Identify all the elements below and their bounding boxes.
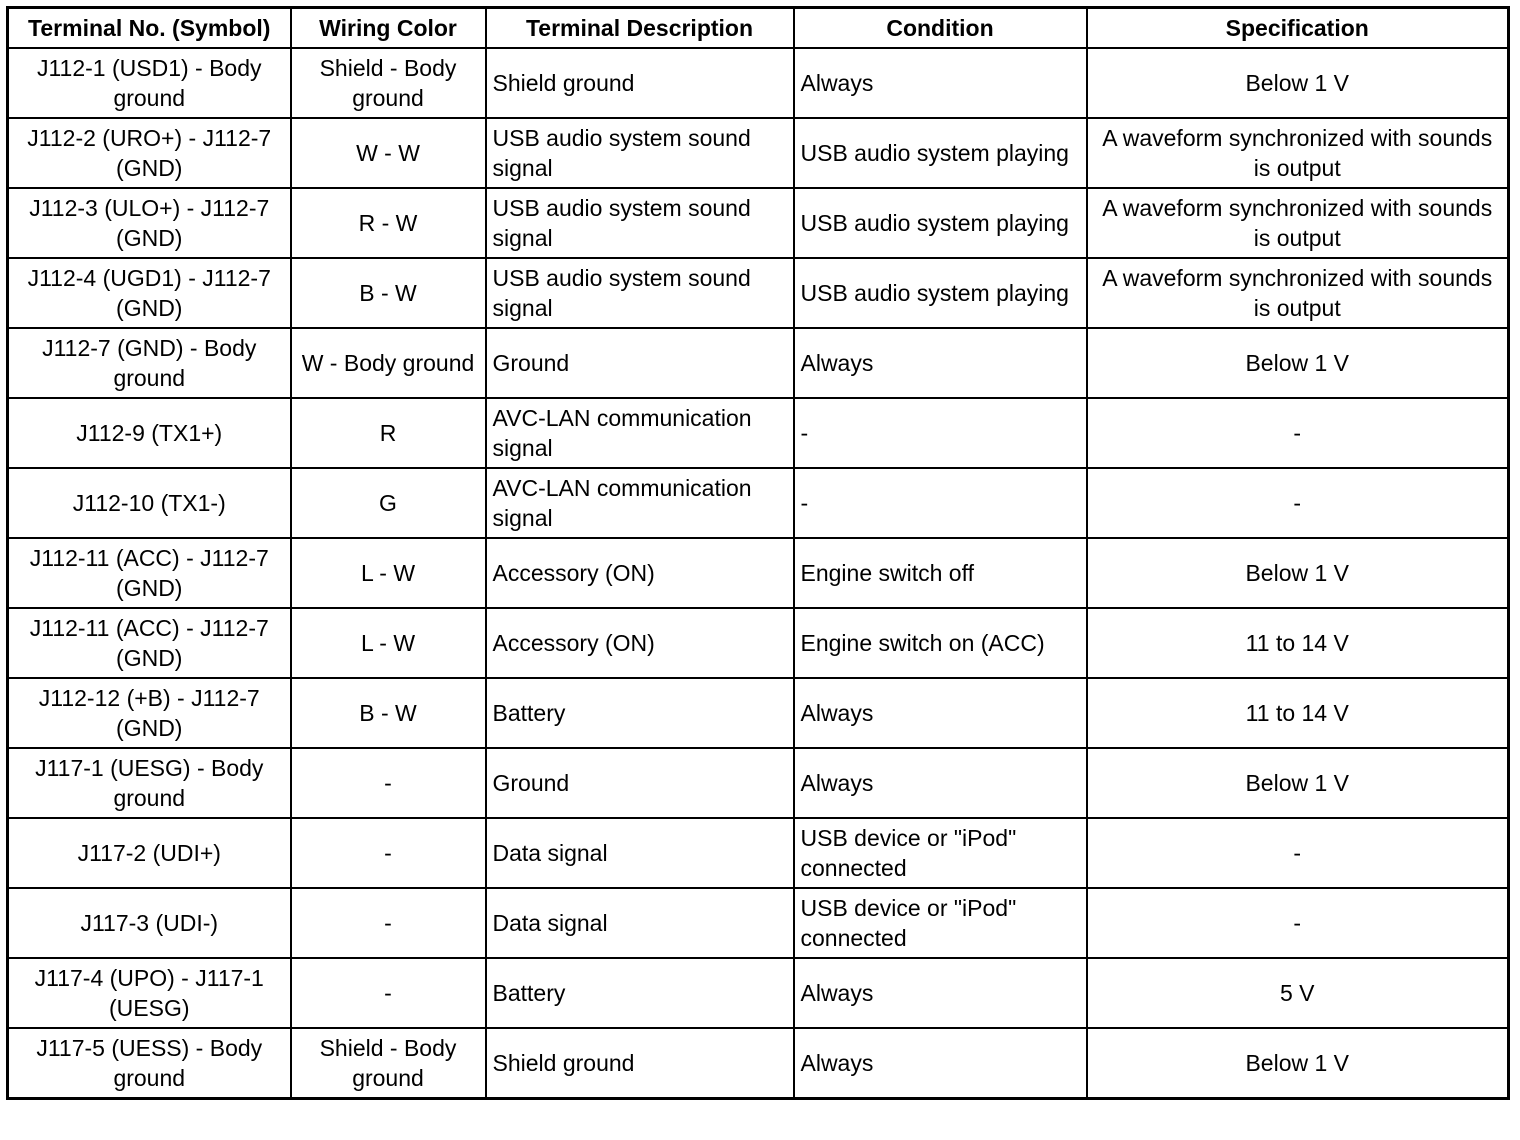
cell-condition: USB audio system playing <box>794 118 1087 188</box>
cell-wiring-color: W - W <box>291 118 486 188</box>
cell-condition: Engine switch off <box>794 538 1087 608</box>
cell-condition: USB audio system playing <box>794 258 1087 328</box>
cell-wiring-color: Shield - Body ground <box>291 1028 486 1099</box>
cell-terminal: J112-10 (TX1-) <box>8 468 291 538</box>
cell-specification: - <box>1087 818 1509 888</box>
cell-terminal: J112-4 (UGD1) - J112-7 (GND) <box>8 258 291 328</box>
cell-terminal: J112-9 (TX1+) <box>8 398 291 468</box>
cell-specification: A waveform synchronized with sounds is output <box>1087 118 1509 188</box>
cell-specification: Below 1 V <box>1087 1028 1509 1099</box>
cell-specification: - <box>1087 398 1509 468</box>
table-row <box>8 748 1509 818</box>
cell-wiring-color: B - W <box>291 678 486 748</box>
cell-condition: Always <box>794 748 1087 818</box>
cell-specification: A waveform synchronized with sounds is output <box>1087 188 1509 258</box>
table-row <box>8 888 1509 958</box>
cell-specification: - <box>1087 888 1509 958</box>
table-row <box>8 1028 1509 1099</box>
cell-wiring-color: - <box>291 818 486 888</box>
header-condition: Condition <box>794 8 1087 49</box>
cell-condition: Engine switch on (ACC) <box>794 608 1087 678</box>
cell-terminal: J117-1 (UESG) - Body ground <box>8 748 291 818</box>
table-row <box>8 958 1509 1028</box>
cell-specification: Below 1 V <box>1087 48 1509 118</box>
cell-terminal: J112-7 (GND) - Body ground <box>8 328 291 398</box>
cell-specification: 5 V <box>1087 958 1509 1028</box>
cell-condition: - <box>794 398 1087 468</box>
table-row <box>8 468 1509 538</box>
cell-wiring-color: R - W <box>291 188 486 258</box>
cell-description: Battery <box>486 678 794 748</box>
cell-description: Data signal <box>486 818 794 888</box>
cell-specification: A waveform synchronized with sounds is output <box>1087 258 1509 328</box>
cell-description: Shield ground <box>486 1028 794 1099</box>
cell-description: Accessory (ON) <box>486 538 794 608</box>
cell-condition: USB device or "iPod" connected <box>794 888 1087 958</box>
header-row <box>8 8 1509 49</box>
cell-description: Shield ground <box>486 48 794 118</box>
cell-wiring-color: - <box>291 748 486 818</box>
table-row <box>8 118 1509 188</box>
table-row <box>8 608 1509 678</box>
cell-terminal: J117-2 (UDI+) <box>8 818 291 888</box>
cell-condition: Always <box>794 48 1087 118</box>
cell-wiring-color: - <box>291 958 486 1028</box>
cell-condition: USB device or "iPod" connected <box>794 818 1087 888</box>
cell-wiring-color: - <box>291 888 486 958</box>
cell-terminal: J112-11 (ACC) - J112-7 (GND) <box>8 608 291 678</box>
cell-wiring-color: L - W <box>291 608 486 678</box>
cell-wiring-color: R <box>291 398 486 468</box>
cell-description: Accessory (ON) <box>486 608 794 678</box>
cell-terminal: J117-4 (UPO) - J117-1 (UESG) <box>8 958 291 1028</box>
cell-specification: Below 1 V <box>1087 328 1509 398</box>
cell-terminal: J112-3 (ULO+) - J112-7 (GND) <box>8 188 291 258</box>
cell-terminal: J112-11 (ACC) - J112-7 (GND) <box>8 538 291 608</box>
cell-condition: Always <box>794 1028 1087 1099</box>
cell-description: Battery <box>486 958 794 1028</box>
table-row <box>8 818 1509 888</box>
table-row <box>8 188 1509 258</box>
cell-description: USB audio system sound signal <box>486 258 794 328</box>
table-row <box>8 398 1509 468</box>
cell-specification: 11 to 14 V <box>1087 678 1509 748</box>
cell-description: USB audio system sound signal <box>486 118 794 188</box>
cell-wiring-color: Shield - Body ground <box>291 48 486 118</box>
cell-terminal: J112-2 (URO+) - J112-7 (GND) <box>8 118 291 188</box>
header-terminal: Terminal No. (Symbol) <box>8 8 291 49</box>
cell-description: Ground <box>486 328 794 398</box>
table-row <box>8 538 1509 608</box>
cell-wiring-color: B - W <box>291 258 486 328</box>
cell-specification: Below 1 V <box>1087 538 1509 608</box>
cell-condition: Always <box>794 958 1087 1028</box>
header-wiring-color: Wiring Color <box>291 8 486 49</box>
header-specification: Specification <box>1087 8 1509 49</box>
cell-wiring-color: W - Body ground <box>291 328 486 398</box>
table-body <box>8 48 1509 1099</box>
cell-terminal: J112-12 (+B) - J112-7 (GND) <box>8 678 291 748</box>
header-terminal-description: Terminal Description <box>486 8 794 49</box>
cell-specification: 11 to 14 V <box>1087 608 1509 678</box>
table-row <box>8 678 1509 748</box>
cell-condition: Always <box>794 678 1087 748</box>
cell-wiring-color: G <box>291 468 486 538</box>
cell-specification: Below 1 V <box>1087 748 1509 818</box>
cell-description: USB audio system sound signal <box>486 188 794 258</box>
terminal-spec-table <box>6 6 1510 1100</box>
cell-specification: - <box>1087 468 1509 538</box>
cell-description: Data signal <box>486 888 794 958</box>
cell-condition: Always <box>794 328 1087 398</box>
table-row <box>8 48 1509 118</box>
cell-description: AVC-LAN communication signal <box>486 468 794 538</box>
cell-terminal: J117-5 (UESS) - Body ground <box>8 1028 291 1099</box>
cell-wiring-color: L - W <box>291 538 486 608</box>
table-header <box>8 8 1509 49</box>
cell-condition: USB audio system playing <box>794 188 1087 258</box>
table-row <box>8 258 1509 328</box>
cell-description: Ground <box>486 748 794 818</box>
cell-condition: - <box>794 468 1087 538</box>
cell-terminal: J112-1 (USD1) - Body ground <box>8 48 291 118</box>
cell-description: AVC-LAN communication signal <box>486 398 794 468</box>
cell-terminal: J117-3 (UDI-) <box>8 888 291 958</box>
table-row <box>8 328 1509 398</box>
